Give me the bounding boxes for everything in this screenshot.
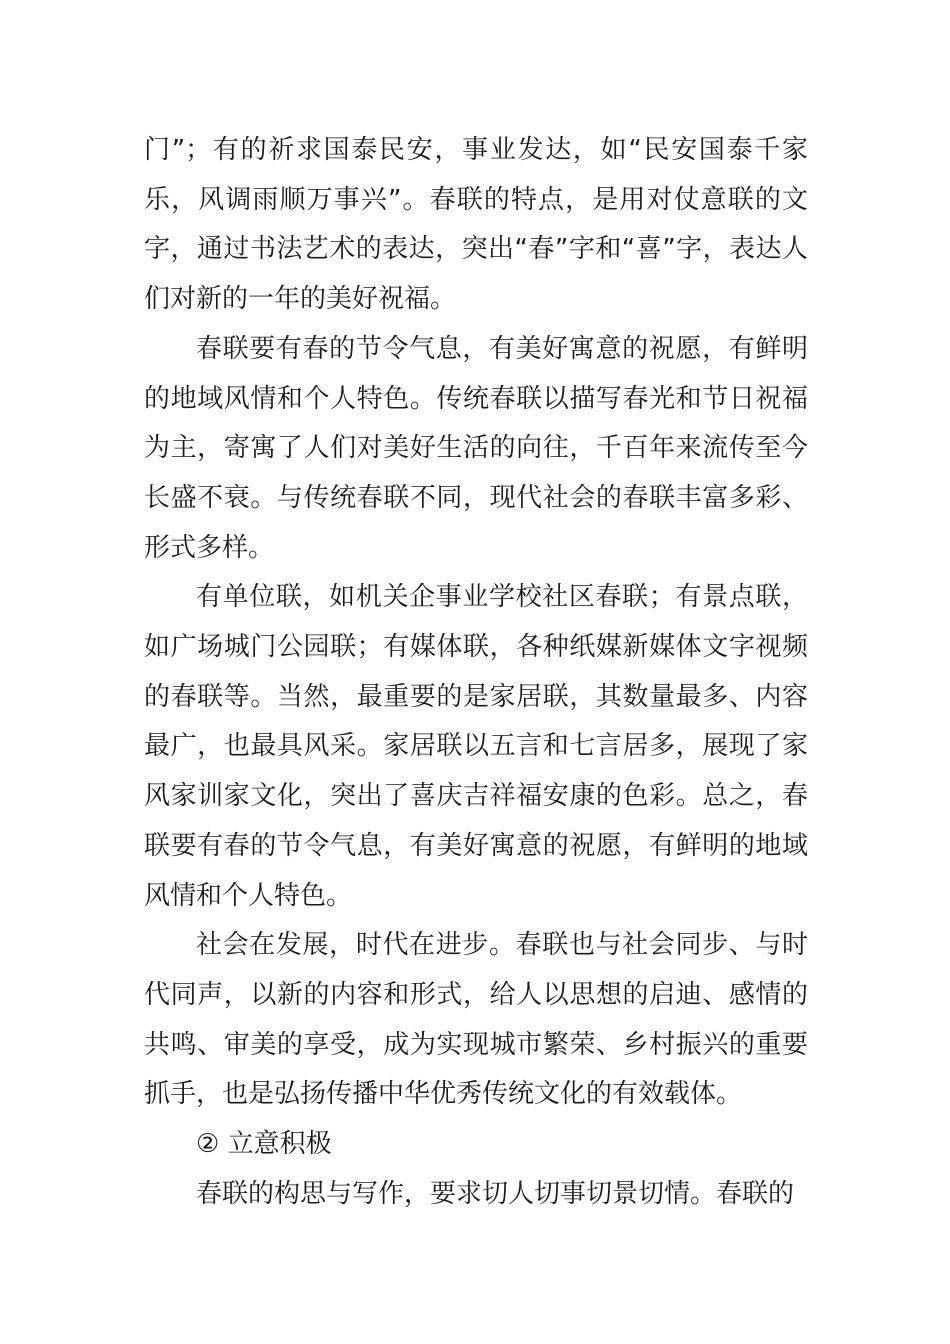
paragraph-social-development: 社会在发展，时代在进步。春联也与社会同步、与时代同声，以新的内容和形式，给人以思想的启迪、感情的共鸣、审美的享受，成为实现城市繁荣、乡村振兴的重要抓手，也是弘扬传播中华优秀传统文化的有效载体。 [144, 930, 808, 1110]
paragraph-composition: 春联的构思与写作，要求切人切事切景切情。春联的 [196, 1178, 795, 1209]
section-heading-positive-intent: ② 立意积极 [196, 1129, 332, 1160]
paragraph-continuation: 门”；有的祈求国泰民安，事业发达，如“民安国泰千家乐，风调雨顺万事兴”。春联的特点，是用对仗意联的文字，通过书法艺术的表达，突出“春”字和“喜”字，表达人们对新的一年的美好祝福。 [144, 135, 808, 315]
paragraph-spring-couplet-features: 春联要有春的节令气息，有美好寓意的祝愿，有鲜明的地域风情和个人特色。传统春联以描写春光和节日祝福为主，寄寓了人们对美好生活的向往，千百年来流传至今长盛不衰。与传统春联不同，现代社会的春联丰富多彩、形式多样。 [144, 333, 808, 563]
document-body [144, 126, 808, 1219]
paragraph-couplet-types: 有单位联，如机关企事业学校社区春联；有景点联，如广场城门公园联；有媒体联，各种纸媒新媒体文字视频的春联等。当然，最重要的是家居联，其数量最多、内容最广，也最具风采。家居联以五言和七言居多，展现了家风家训家文化，突出了喜庆吉祥福安康的色彩。总之，春联要有春的节令气息，有美好寓意的祝愿，有鲜明的地域风情和个人特色。 [144, 582, 808, 911]
